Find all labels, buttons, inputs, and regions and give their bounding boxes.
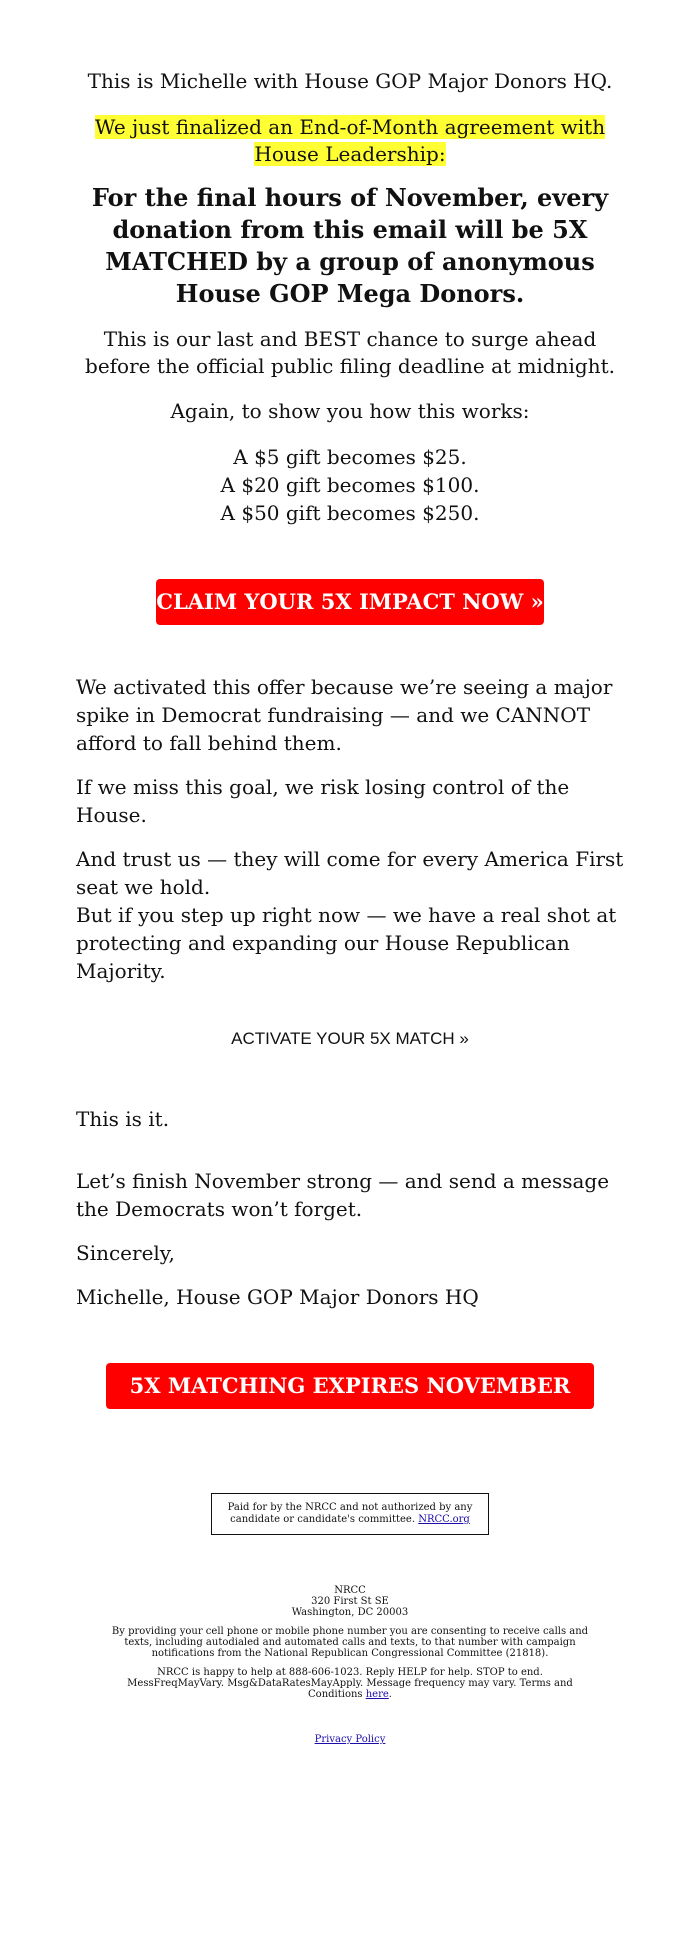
help-text: NRCC is happy to help at 888-606-1023. Reply HELP for help. STOP to end. MessFreqMayVary. Msg&DataRatesMayApply. Message frequency may vary. Terms and Conditions here. (127, 1667, 573, 1700)
text-cta-wrap (70, 1029, 630, 1049)
body-sentence: And trust us — they will come for every America First seat we hold. (76, 847, 624, 899)
highlighted-text: We just finalized an End-of-Month agreement with House Leadership: (94, 115, 606, 166)
help-copy: NRCC is happy to help at 888-606-1023. Reply HELP for help. STOP to end. MessFreqMayVary. Msg&DataRatesMayApply. Message frequency may vary. Terms and Conditions (127, 1667, 573, 1700)
finish-paragraph: Let’s finish November strong — and send a message the Democrats won’t forget. (76, 1169, 610, 1221)
address-line: Washington, DC 20003 (291, 1607, 409, 1618)
body-paragraph: We activated this offer because we’re seeing a major spike in Democrat fundraising — and we CANNOT afford to fall behind them. (76, 675, 613, 755)
body-paragraph: If we miss this goal, we risk losing control of the House. (76, 775, 570, 827)
email-body (70, 0, 630, 1745)
address-line: 320 First St SE (311, 1596, 389, 1607)
match-examples (70, 443, 630, 527)
nrcc-link[interactable]: NRCC.org (418, 1514, 470, 1525)
main-headline: For the final hours of November, every donation from this email will be 5X MATCHED by a group of anonymous House GOP Mega Donors. (91, 183, 609, 308)
intro-line: This is Michelle with House GOP Major Donors HQ. (87, 69, 613, 93)
footer-address (110, 1585, 590, 1618)
matching-expires-button[interactable]: 5X MATCHING EXPIRES NOVEMBER 30th (106, 1363, 594, 1409)
signoff: Sincerely, (76, 1241, 175, 1265)
privacy-policy-link[interactable]: Privacy Policy (314, 1734, 386, 1745)
secondary-cta-wrap (70, 1363, 630, 1443)
example-line: A $20 gift becomes $100. (220, 473, 480, 497)
example-line: A $5 gift becomes $25. (233, 445, 467, 469)
activate-match-link[interactable]: ACTIVATE YOUR 5X MATCH » (231, 1029, 469, 1048)
paid-for-disclaimer (211, 1493, 489, 1535)
body-sentence: But if you step up right now — we have a real shot at protecting and expanding our House Republican Majority. (76, 903, 617, 983)
again-line: Again, to show you how this works: (170, 399, 530, 423)
footer (70, 1585, 630, 1700)
disclaimer-text: Paid for by the NRCC and not authorized by any candidate or candidate's committee. (227, 1502, 473, 1525)
body-paragraph (70, 845, 630, 985)
terms-link[interactable]: here (365, 1689, 389, 1700)
claim-impact-button[interactable]: CLAIM YOUR 5X IMPACT NOW » (156, 579, 544, 625)
example-line: A $50 gift becomes $250. (220, 501, 480, 525)
sms-consent: By providing your cell phone or mobile phone number you are consenting to receive calls and texts, including autodialed and automated calls and texts, to that number with campaign notifications from the National Republican Congressional Committee (21818). (111, 1626, 589, 1659)
privacy-wrap (70, 1734, 630, 1745)
org-name: NRCC (334, 1585, 366, 1596)
primary-cta-wrap (70, 579, 630, 625)
this-is-it-line: This is it. (76, 1107, 170, 1131)
highlight-announcement (70, 114, 630, 168)
lead-paragraph: This is our last and BEST chance to surge ahead before the official public filing deadline at midnight. (85, 327, 615, 378)
signature: Michelle, House GOP Major Donors HQ (76, 1285, 479, 1309)
